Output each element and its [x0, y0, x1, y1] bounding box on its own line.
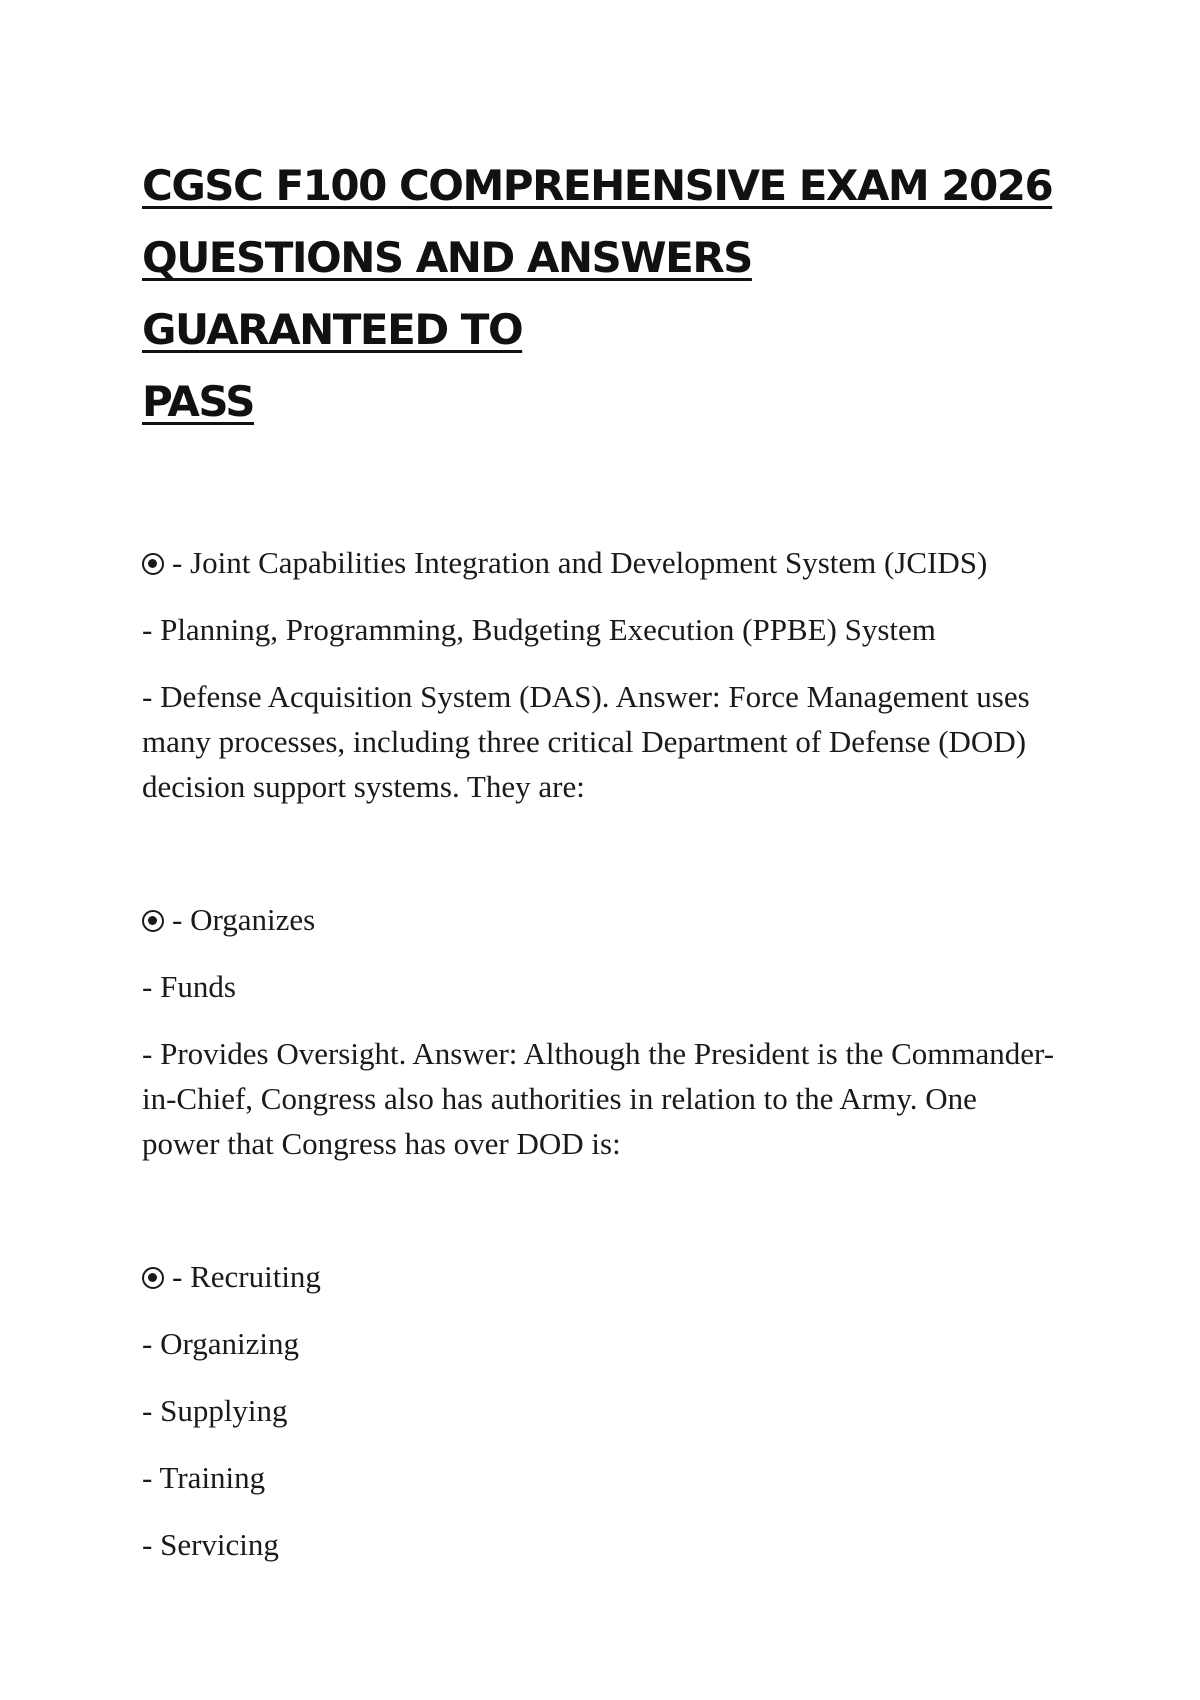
- qa-line-text: - Recruiting: [172, 1259, 321, 1294]
- radio-bullet-icon: [142, 1267, 164, 1289]
- qa-item: [142, 897, 1062, 1166]
- qa-line: - Provides Oversight. Answer: Although the President is the Commander-in-Chief, Congress also has authorities in relation to the Army. One power that Congress has over DOD is:: [142, 1036, 1055, 1161]
- title-line-2: QUESTIONS AND ANSWERS GUARANTEED TO: [142, 233, 752, 354]
- radio-bullet-icon: [142, 910, 164, 932]
- qa-line: - Planning, Programming, Budgeting Execution (PPBE) System: [142, 612, 936, 647]
- title-line-3: PASS: [142, 377, 255, 426]
- document-page: [142, 150, 1062, 1562]
- qa-list: [142, 540, 1062, 1655]
- qa-line: - Defense Acquisition System (DAS). Answer: Force Management uses many processes, including three critical Department of Defense (DOD) decision support systems. They are:: [142, 679, 1030, 804]
- qa-line: - Organizing: [142, 1326, 299, 1361]
- qa-line: - Funds: [142, 969, 236, 1004]
- qa-line: - Supplying: [142, 1393, 288, 1428]
- qa-line-text: - Joint Capabilities Integration and Development System (JCIDS): [172, 545, 988, 580]
- title-line-1: CGSC F100 COMPREHENSIVE EXAM 2026: [142, 161, 1053, 210]
- document-title: [142, 150, 1062, 438]
- qa-line: - Training: [142, 1460, 266, 1495]
- qa-item: [142, 540, 1062, 809]
- qa-item: [142, 1254, 1062, 1567]
- radio-bullet-icon: [142, 553, 164, 575]
- qa-line: [142, 1254, 1062, 1299]
- qa-line: [142, 540, 1062, 585]
- qa-line: [142, 897, 1062, 942]
- qa-line: - Servicing: [142, 1527, 279, 1562]
- qa-line-text: - Organizes: [172, 902, 316, 937]
